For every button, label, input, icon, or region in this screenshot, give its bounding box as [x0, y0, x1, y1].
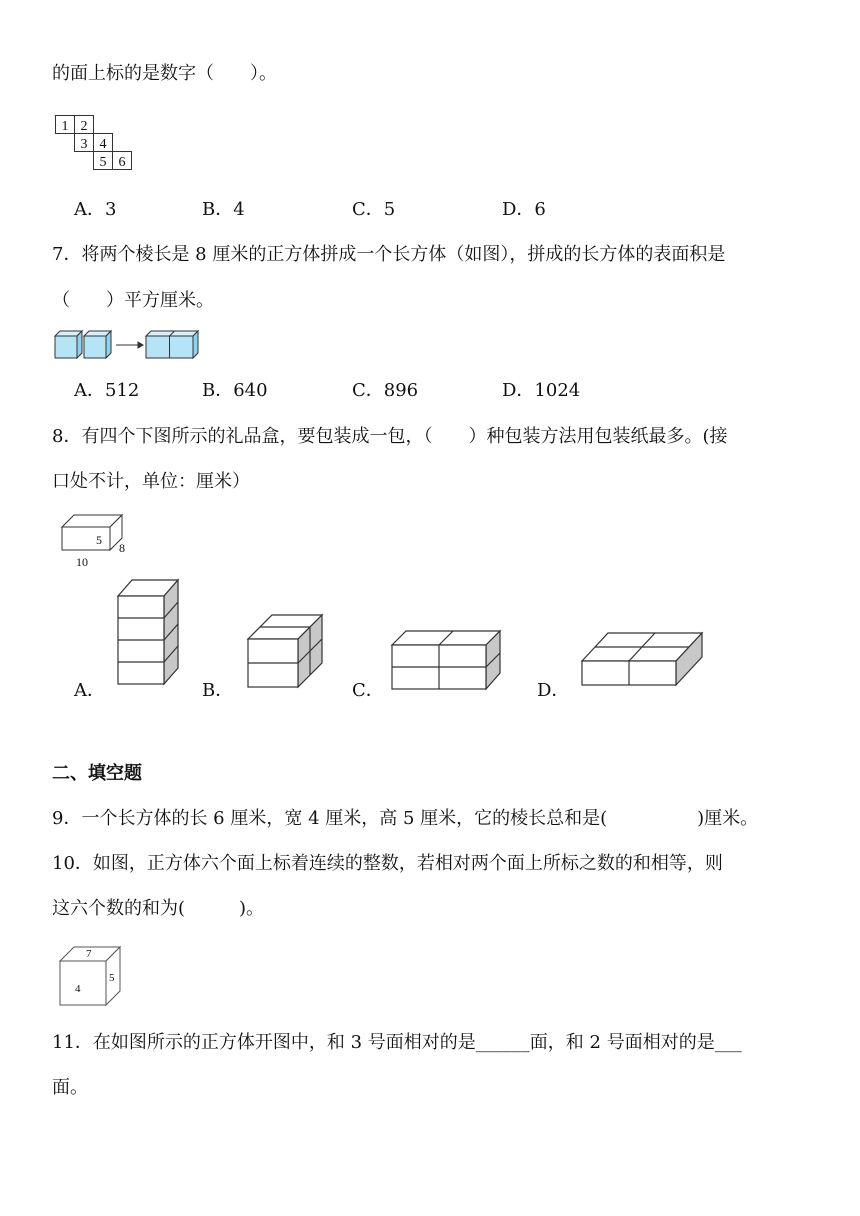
net-number-4: 4 [99, 137, 107, 152]
q8-option-d: D． [537, 680, 570, 701]
q7-cubes-figure [54, 330, 200, 360]
q8-option-d-figure [580, 631, 706, 689]
q7-option-b: B．640 [202, 380, 268, 401]
q11-text-line1: 11．在如图所示的正方体开图中，和 3 号面相对的是______面，和 2 号面相对的是___ [52, 1032, 742, 1053]
net-number-6: 6 [118, 155, 126, 170]
cube-side-label: 5 [109, 972, 115, 984]
q10-text-line2: 这六个数的和为( )。 [52, 898, 265, 919]
q11-text-line2: 面。 [52, 1077, 88, 1098]
q8-text-line2: 口处不计，单位：厘米） [52, 471, 250, 492]
q8-option-c: C． [352, 680, 384, 701]
net-number-5: 5 [99, 155, 107, 170]
q7-text-line1: 7．将两个棱长是 8 厘米的正方体拼成一个长方体（如图），拼成的长方体的表面积是 [52, 244, 726, 265]
q7-option-d: D．1024 [502, 380, 581, 401]
net-number-2: 2 [80, 119, 88, 134]
section-title-fill-blank: 二、填空题 [52, 763, 142, 784]
cube-front-label: 4 [75, 983, 81, 995]
q7-option-a: A．512 [74, 380, 140, 401]
q8-gift-box-figure [60, 513, 132, 569]
q6-option-a: A．3 [74, 199, 117, 220]
q6-text: 的面上标的是数字（ ）。 [52, 63, 277, 84]
q10-cube-figure [58, 945, 124, 1009]
q8-text-line1: 8．有四个下图所示的礼品盒，要包装成一包，（ ）种包装方法用包装纸最多。(接 [52, 426, 728, 447]
q10-text-line1: 10．如图，正方体六个面上标着连续的整数，若相对两个面上所标之数的和相等，则 [52, 853, 723, 874]
q6-option-c: C．5 [352, 199, 396, 220]
q6-option-b: B．4 [202, 199, 245, 220]
net-number-3: 3 [80, 137, 88, 152]
cube-top-label: 7 [86, 948, 92, 960]
q7-text-line2: （ ）平方厘米。 [52, 290, 214, 311]
q9-text: 9．一个长方体的长 6 厘米，宽 4 厘米，高 5 厘米，它的棱长总和是( )厘米。 [52, 808, 759, 829]
q6-cube-net-figure [55, 115, 137, 177]
q8-option-c-figure [390, 629, 502, 691]
q8-option-a-figure [116, 578, 180, 686]
q6-option-d: D．6 [502, 199, 546, 220]
box-length-label: 10 [76, 555, 88, 569]
box-height-label: 5 [96, 533, 102, 547]
q8-option-a: A． [74, 680, 105, 701]
q8-option-b: B． [202, 680, 234, 701]
net-number-1: 1 [61, 119, 69, 134]
q8-option-b-figure [246, 613, 326, 689]
box-width-label: 8 [119, 541, 125, 555]
q7-option-c: C．896 [352, 380, 419, 401]
